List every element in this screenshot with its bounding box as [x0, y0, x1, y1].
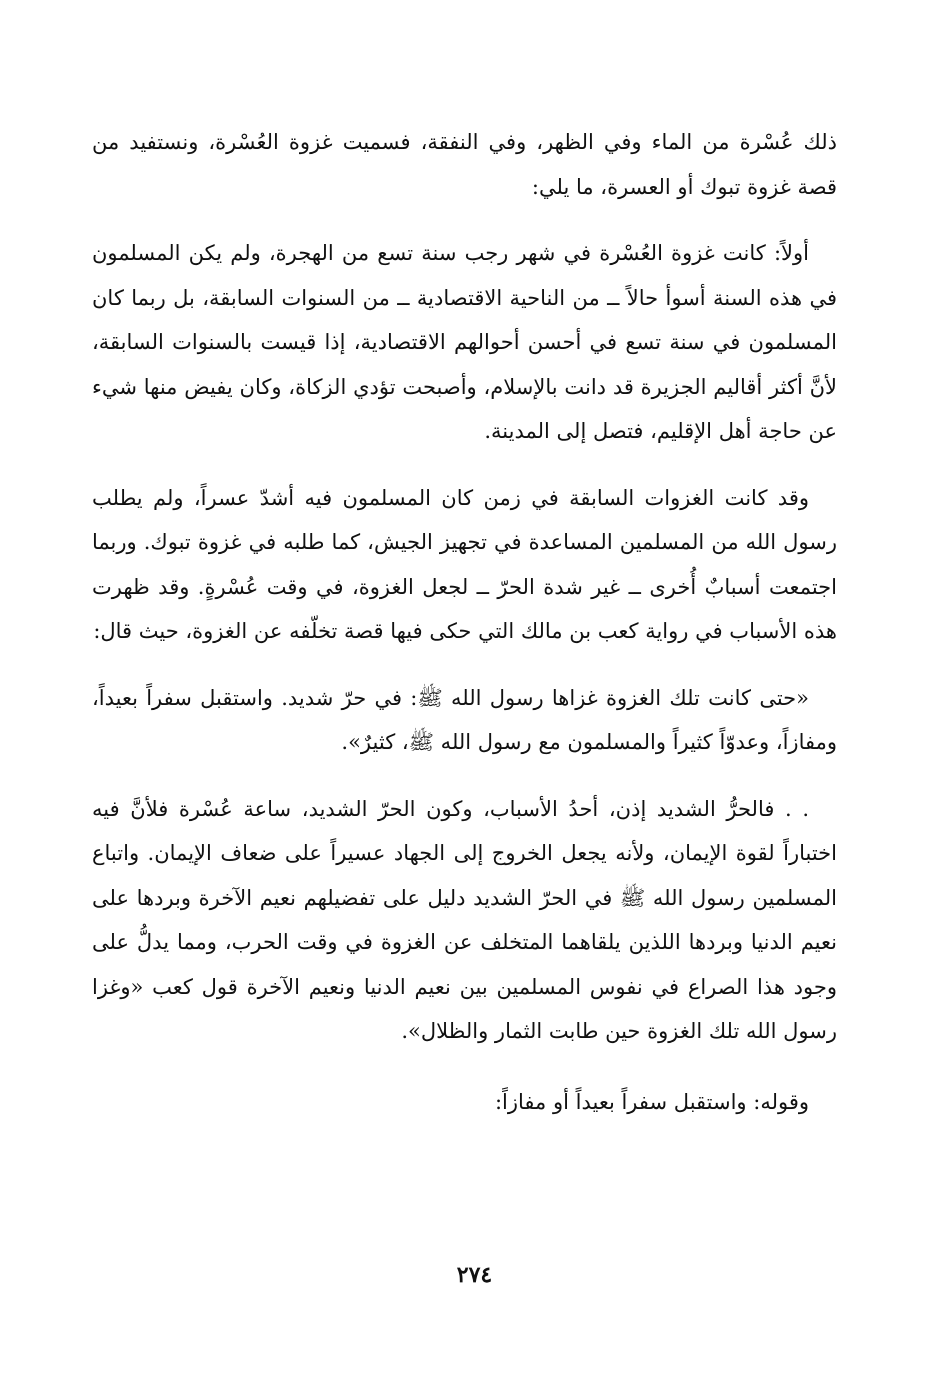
- paragraph-closing-heading: وقوله: واستقبل سفراً بعيداً أو مفازاً:: [494, 1089, 809, 1114]
- paragraph-intro: ذلك عُسْرة من الماء وفي الظهر، وفي النفقة، فسميت غزوة العُسْرة، ونستفيد من قصة غزوة تبوك أو العسرة، ما يلي:: [92, 130, 837, 199]
- paragraph-first-point: أولاً: كانت غزوة العُسْرة في شهر رجب سنة تسع من الهجرة، ولم يكن المسلمون في هذه السنة أسوأ حالاً ــ من الناحية الاقتصادية ــ من السنوات السابقة، بل ربما كان المسلمون في سنة تسع في أحسن أحوالهم الاقتصادية، إذا قيست بالسنوات السابقة، لأنَّ أكثر أقاليم الجزيرة قد دانت بالإسلام، وأصبحت تؤدي الزكاة، وكان يفيض منها شيء عن حاجة أهل الإقليم، فتصل إلى المدينة.: [92, 241, 837, 443]
- paragraph-previous-battles: وقد كانت الغزوات السابقة في زمن كان المسلمون فيه أشدّ عسراً، ولم يطلب رسول الله من المسلمين المساعدة في تجهيز الجيش، كما طلبه في غزوة تبوك. وربما اجتمعت أسبابٌ أُخرى ــ غير شدة الحرّ ــ لجعل الغزوة، في وقت عُسْرةٍ. وقد ظهرت هذه الأسباب في رواية كعب بن مالك التي حكى فيها قصة تخلّفه عن الغزوة، حيث قال:: [92, 485, 837, 643]
- paragraph-heat-reason: . . فالحرُّ الشديد إذن، أحدُ الأسباب، وكون الحرّ الشديد، ساعة عُسْرة فلأنَّ فيه اختباراً لقوة الإيمان، ولأنه يجعل الخروج إلى الجهاد عسيراً على ضعاف الإيمان. واتباع المسلمين رسول الله ﷺ في الحرّ الشديد دليل على تفضيلهم نعيم الآخرة وبردها على نعيم الدنيا وبردها اللذين يلقاهما المتخلف عن الغزوة في وقت الحرب، ومما يدلُّ على وجود هذا الصراع في نفوس المسلمين بين نعيم الدنيا ونعيم الآخرة قول كعب «وغزا رسول الله تلك الغزوة حين طابت الثمار والظلال».: [92, 796, 837, 1043]
- paragraph-quote-kaab: «حتى كانت تلك الغزوة غزاها رسول الله ﷺ: في حرّ شديد. واستقبل سفراً بعيداً، ومفازاً، وعدوّاً كثيراً والمسلمون مع رسول الله ﷺ، كثيرٌ».: [92, 685, 837, 754]
- page-number: ٢٧٤: [456, 1262, 493, 1288]
- body-text: [92, 120, 837, 1146]
